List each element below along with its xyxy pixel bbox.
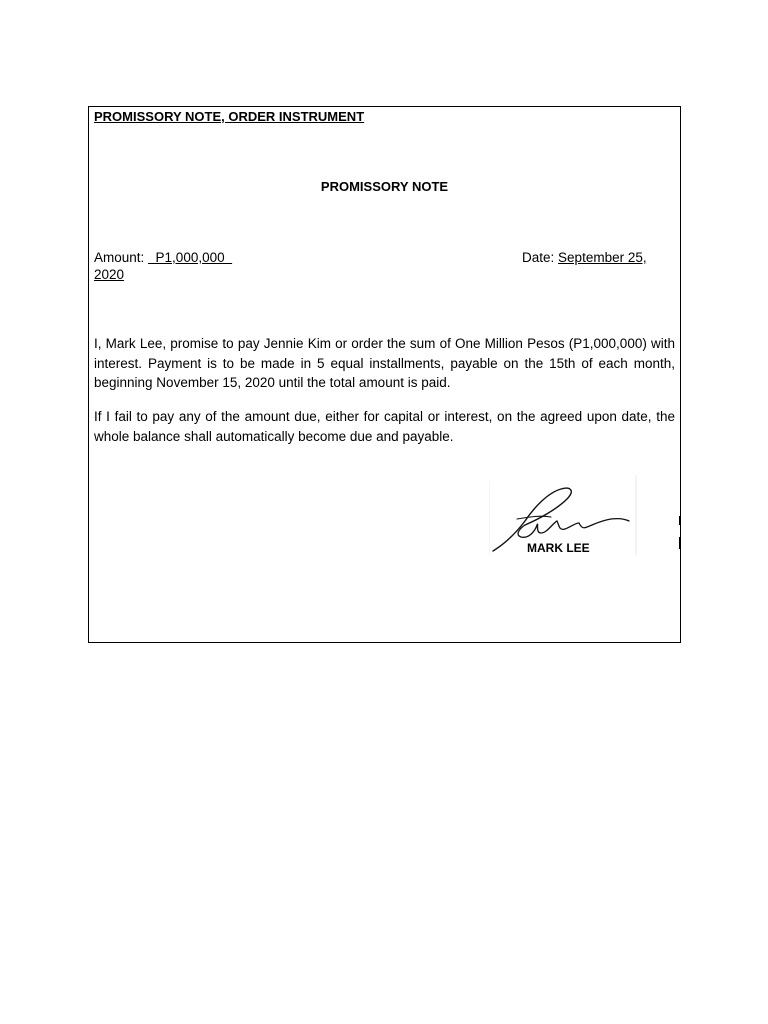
promissory-note-box xyxy=(88,106,681,643)
scan-edge-mark xyxy=(679,516,681,525)
document-header-title: PROMISSORY NOTE, ORDER INSTRUMENT xyxy=(94,109,365,124)
amount-value: P1,000,000 xyxy=(148,250,233,265)
date-line xyxy=(522,250,647,265)
signature-block xyxy=(489,475,639,559)
date-value-month-day: September 25, xyxy=(558,250,647,265)
default-clause-paragraph: If I fail to pay any of the amount due, either for capital or interest, on the agreed upon date, the whole balance shall automatically become due and payable. xyxy=(94,409,675,444)
date-label: Date: xyxy=(522,250,555,265)
promissory-note-title: PROMISSORY NOTE xyxy=(320,179,449,194)
signer-name: MARK LEE xyxy=(527,541,590,555)
promise-paragraph: I, Mark Lee, promise to pay Jennie Kim or order the sum of One Million Pesos (P1,000,000) with interest. Payment is to be made in 5 equal installments, payable on the 15th of each month, beginning November 15, 2020 until the total amount is paid. xyxy=(94,336,675,390)
amount-label: Amount: xyxy=(94,250,145,265)
amount-line xyxy=(94,250,232,265)
date-value-year: 2020 xyxy=(94,267,125,282)
scan-edge-mark xyxy=(679,537,681,549)
